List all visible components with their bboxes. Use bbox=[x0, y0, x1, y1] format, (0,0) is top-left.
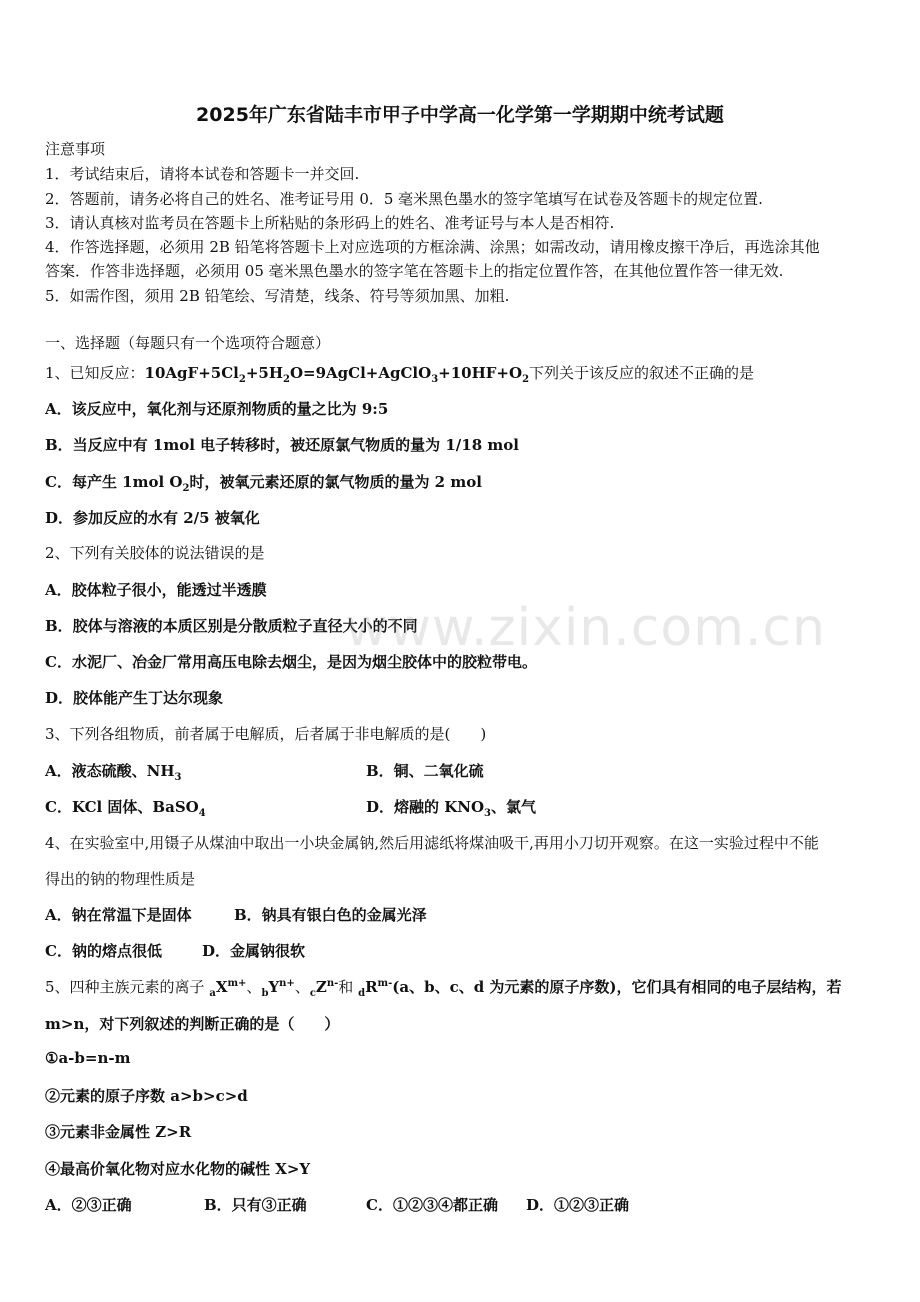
notice-item: 答案．作答非选择题，必须用 05 毫米黑色墨水的签字笔在答题卡上的指定位置作答，在其他位置作答一律无效. bbox=[45, 262, 784, 280]
notice-item: 2．答题前，请务必将自己的姓名、准考证号用 0．5 毫米黑色墨水的签字笔填写在试卷及答题卡的规定位置. bbox=[45, 190, 763, 208]
q2-option-b: B．胶体与溶液的本质区别是分散质粒子直径大小的不同 bbox=[45, 617, 418, 635]
notice-item: 1．考试结束后，请将本试卷和答题卡一并交回. bbox=[45, 165, 360, 183]
question-3-stem: 3、下列各组物质，前者属于电解质，后者属于非电解质的是( ) bbox=[45, 725, 487, 743]
q4-option-b: B．钠具有银白色的金属光泽 bbox=[234, 906, 427, 924]
q1-option-d: D．参加反应的水有 2/5 被氧化 bbox=[45, 509, 260, 527]
q2-option-a: A．胶体粒子很小，能透过半透膜 bbox=[45, 581, 267, 599]
question-5-stem: 5、四种主族元素的离子 $_aX^{m+}$、$_bY^{n+}$、$_cZ^{n-}$和 $_dR^{m-}(a$、b、c、d 为元素的原子序数)，它们具有相同的电子层结构，若 bbox=[45, 978, 842, 999]
q5-option-b: B．只有③正确 bbox=[204, 1196, 307, 1214]
q5-statement-3: ③元素非金属性 Z>R bbox=[45, 1123, 192, 1141]
q4-option-c: C．钠的熔点很低 bbox=[45, 942, 162, 960]
notice-item: 4．作答选择题，必须用 2B 铅笔将答题卡上对应选项的方框涂满、涂黑；如需改动，请用橡皮擦干净后，再选涂其他 bbox=[45, 238, 820, 256]
q4-option-d: D．金属钠很软 bbox=[202, 942, 306, 960]
q5-option-d: D．①②③正确 bbox=[526, 1196, 630, 1214]
q5-statement-2: ②元素的原子序数 a>b>c>d bbox=[45, 1087, 248, 1105]
q5-option-a: A．②③正确 bbox=[45, 1196, 132, 1214]
q1-option-c: C．每产生 1mol $O_2$时，被氧元素还原的氯气物质的量为 2 mol bbox=[45, 473, 482, 494]
watermark: www.zixin.com.cn bbox=[345, 598, 826, 658]
q5-option-c: C．①②③④都正确 bbox=[366, 1196, 498, 1214]
reaction-equation: $10AgF+5Cl_2+5H_2O=9AgCl+AgClO_3+10HF+O_2$ bbox=[144, 364, 530, 385]
question-5-stem-cont: m>n，对下列叙述的判断正确的是（ ） bbox=[45, 1015, 340, 1033]
q5-statement-1: ①a-b=n-m bbox=[45, 1049, 131, 1067]
page-title: 2025年广东省陆丰市甲子中学高一化学第一学期期中统考试题 bbox=[196, 104, 724, 126]
q1-option-a: A．该反应中，氧化剂与还原剂物质的量之比为 9:5 bbox=[45, 400, 389, 418]
question-1-stem: 1、已知反应：$10AgF+5Cl_2+5H_2O=9AgCl+AgClO_3+10HF+O_2$下列关于该反应的叙述不正确的是 bbox=[45, 364, 755, 385]
q2-option-d: D．胶体能产生丁达尔现象 bbox=[45, 689, 224, 707]
section-heading: 一、选择题（每题只有一个选项符合题意） bbox=[45, 334, 331, 352]
question-4-stem-cont: 得出的钠的物理性质是 bbox=[45, 870, 196, 888]
q3-option-b: B．铜、二氧化硫 bbox=[366, 762, 484, 780]
q3-option-c: C．KCl 固体、BaSO$_4$ bbox=[45, 798, 206, 819]
q5-statement-4: ④最高价氧化物对应水化物的碱性 X>Y bbox=[45, 1160, 311, 1178]
q4-option-a: A．钠在常温下是固体 bbox=[45, 906, 192, 924]
notice-item: 3．请认真核对监考员在答题卡上所粘贴的条形码上的姓名、准考证号与本人是否相符. bbox=[45, 214, 615, 232]
q3-option-a: A．液态硫酸、$NH_3$ bbox=[45, 762, 182, 783]
q3-option-d: D．熔融的 $KNO_3$、氯气 bbox=[366, 798, 537, 819]
notice-item: 5．如需作图，须用 2B 铅笔绘、写清楚，线条、符号等须加黑、加粗. bbox=[45, 287, 510, 305]
question-2-stem: 2、下列有关胶体的说法错误的是 bbox=[45, 544, 265, 562]
q1-option-b: B．当反应中有 1mol 电子转移时，被还原氯气物质的量为 1/18 mol bbox=[45, 436, 519, 454]
notice-heading: 注意事项 bbox=[45, 140, 106, 158]
q2-option-c: C．水泥厂、冶金厂常用高压电除去烟尘，是因为烟尘胶体中的胶粒带电。 bbox=[45, 653, 537, 671]
question-4-stem: 4、在实验室中,用镊子从煤油中取出一小块金属钠,然后用滤纸将煤油吸干,再用小刀切开观察。在这一实验过程中不能 bbox=[45, 834, 819, 852]
